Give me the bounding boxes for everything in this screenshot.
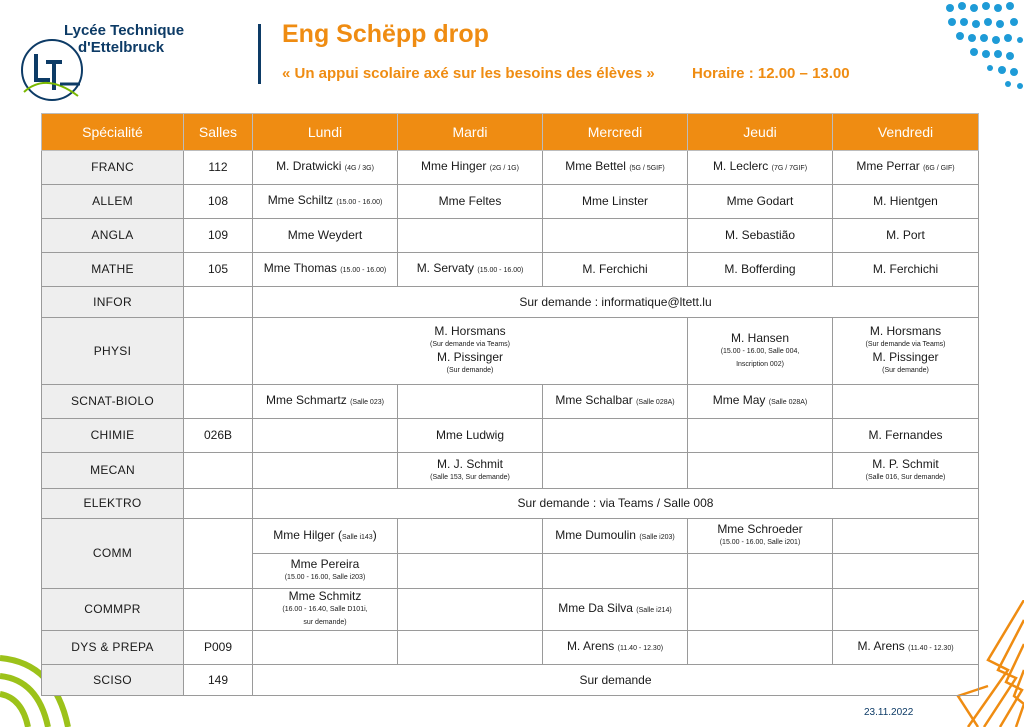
table-row [42,185,979,219]
page-title: Eng Schëpp drop [282,20,489,48]
teacher-name: Mme Schalbar [555,393,633,407]
note: (Salle 028A) [768,399,808,406]
lundi-cell: Mme Weydert [253,219,398,253]
schedule-table [41,113,979,696]
lundi-cell [253,554,398,589]
specialite-cell: SCNAT-BIOLO [42,385,184,419]
salle-cell: P009 [184,631,253,665]
lundi-cell [253,185,398,219]
specialite-cell: DYS & PREPA [42,631,184,665]
jeudi-cell [688,385,833,419]
col-header-vendredi: Vendredi [833,114,979,151]
lundi-cell [253,253,398,287]
lundi-cell [253,631,398,665]
note-close: ) [372,527,377,542]
table-row [42,253,979,287]
lundi-mercredi-cell [253,318,688,385]
mardi-cell [398,554,543,589]
salle-cell: 026B [184,419,253,453]
note: (15.00 - 16.00) [340,267,387,274]
mercredi-cell [543,385,688,419]
teacher-name: M. Horsmans [434,324,506,338]
specialite-cell: PHYSI [42,318,184,385]
note: (5G / 5GIF) [629,165,665,172]
specialite-cell: COMMPR [42,589,184,631]
jeudi-cell [688,151,833,185]
salle-cell: 105 [184,253,253,287]
specialite-cell: CHIMIE [42,419,184,453]
vendredi-cell: M. Hientgen [833,185,979,219]
col-header-jeudi: Jeudi [688,114,833,151]
jeudi-cell [688,419,833,453]
salle-cell [184,589,253,631]
col-header-specialite: Spécialité [42,114,184,151]
salle-cell: 149 [184,665,253,696]
specialite-cell: ALLEM [42,185,184,219]
table-row [42,219,979,253]
mardi-cell: Mme Ludwig [398,419,543,453]
table-row [42,665,979,696]
vendredi-cell [833,151,979,185]
teacher-name: Mme Pereira [290,557,360,571]
mercredi-cell [543,151,688,185]
vendredi-cell [833,589,979,631]
salle-cell [184,519,253,589]
school-name-line2: d'Ettelbruck [78,39,165,56]
vendredi-cell [833,318,979,385]
specialite-cell: FRANC [42,151,184,185]
table-row [42,489,979,519]
mercredi-cell [543,219,688,253]
teacher-name: M. Pissinger [872,350,939,364]
table-header-row [42,114,979,151]
vendredi-cell [833,385,979,419]
specialite-cell: COMM [42,519,184,589]
salle-cell: 112 [184,151,253,185]
lundi-cell [253,589,398,631]
note: (15.00 - 16.00, Salle 004, [720,347,800,355]
mardi-cell [398,253,543,287]
note: Salle i143 [341,533,373,541]
mardi-cell [398,453,543,489]
note: (15.00 - 16.00, Salle i203) [284,574,366,581]
jeudi-cell [688,631,833,665]
mardi-cell [398,589,543,631]
teacher-name: M. Servaty [416,261,475,275]
vendredi-cell: M. Ferchichi [833,253,979,287]
table-row [42,589,979,631]
mardi-cell: Mme Feltes [398,185,543,219]
teacher-name: Mme Hilger ( [273,527,342,542]
school-name [64,22,184,56]
teacher-name: M. P. Schmit [872,456,939,471]
teacher-name: Mme Perrar [856,159,920,173]
mardi-cell [398,219,543,253]
col-header-lundi: Lundi [253,114,398,151]
jeudi-cell: M. Sebastião [688,219,833,253]
lundi-cell [253,151,398,185]
table-row [42,151,979,185]
jeudi-cell [688,589,833,631]
lundi-cell [253,453,398,489]
note: (6G / GIF) [923,165,955,172]
mercredi-cell [543,453,688,489]
note: (Salle i214) [636,607,672,614]
note: (15.00 - 16.00) [477,267,524,274]
note: (Salle i203) [639,533,675,541]
specialite-cell: ANGLA [42,219,184,253]
note: (7G / 7GIF) [771,165,808,172]
vendredi-cell: M. Fernandes [833,419,979,453]
salle-cell [184,489,253,519]
mercredi-cell: M. Ferchichi [543,253,688,287]
note: (Sur demande) [882,367,929,374]
specialite-cell: INFOR [42,287,184,318]
teacher-name: Mme Schmartz [266,393,347,407]
jeudi-cell [688,519,833,554]
teacher-name: M. Arens [566,639,615,653]
note: (Sur demande via Teams) [429,341,511,348]
note: (Salle 016, Sur demande) [865,473,946,481]
salle-cell [184,287,253,318]
jeudi-cell: Mme Godart [688,185,833,219]
jeudi-cell [688,453,833,489]
table-row [42,385,979,419]
teacher-name: Mme Thomas [263,261,337,275]
mercredi-cell: Mme Linster [543,185,688,219]
specialite-cell: ELEKTRO [42,489,184,519]
school-logo [16,16,256,106]
teacher-name: M. Leclerc [712,159,769,173]
note: (15.00 - 16.00) [336,199,383,206]
mercredi-cell [543,589,688,631]
specialite-cell: MECAN [42,453,184,489]
teacher-name: Mme Schroeder [717,522,803,536]
mercredi-cell [543,554,688,589]
mardi-cell [398,385,543,419]
mardi-cell [398,631,543,665]
teacher-name: Mme Schiltz [267,193,334,207]
sur-demande-cell: Sur demande : via Teams / Salle 008 [253,489,979,519]
vendredi-cell: M. Port [833,219,979,253]
table-row [42,453,979,489]
salle-cell: 109 [184,219,253,253]
jeudi-cell: M. Bofferding [688,253,833,287]
vendredi-cell [833,453,979,489]
table-row [42,519,979,554]
vendredi-cell [833,519,979,554]
teacher-name: M. Arens [857,639,905,653]
jeudi-cell [688,318,833,385]
teacher-name: Mme Schmitz [288,589,362,603]
jeudi-cell [688,554,833,589]
col-header-mardi: Mardi [398,114,543,151]
sur-demande-cell: Sur demande : informatique@ltett.lu [253,287,979,318]
note: (16.00 - 16.40, Salle D101i, [282,606,368,613]
lundi-cell [253,385,398,419]
col-header-salles: Salles [184,114,253,151]
vendredi-cell [833,631,979,665]
table-row [42,419,979,453]
note: (Salle 023) [350,399,384,406]
note: (11.40 - 12.30) [908,645,954,652]
sur-demande-cell: Sur demande [253,665,979,696]
specialite-cell: MATHE [42,253,184,287]
teacher-name: M. Horsmans [869,324,942,338]
note: (Sur demande via Teams) [865,341,946,348]
header-divider [258,24,261,84]
col-header-mercredi: Mercredi [543,114,688,151]
note: (4G / 3G) [344,165,374,172]
school-name-line1: Lycée Technique [64,22,185,39]
note: (Salle 028A) [636,399,675,406]
salle-cell [184,318,253,385]
salle-cell: 108 [184,185,253,219]
blue-dots-decoration-icon [930,0,1024,95]
note: (Salle 153, Sur demande) [430,473,510,481]
teacher-name: M. Dratwicki [276,159,342,173]
note: Inscription 002) [736,360,784,368]
note: (2G / 1G) [489,165,519,172]
teacher-name: Mme Bettel [565,159,626,173]
mardi-cell [398,151,543,185]
salle-cell [184,453,253,489]
teacher-name: Mme May [712,393,766,407]
note: (11.40 - 12.30) [617,645,664,652]
salle-cell [184,385,253,419]
document-date: 23.11.2022 [864,707,914,718]
vendredi-cell [833,554,979,589]
mercredi-cell [543,519,688,554]
mardi-cell [398,519,543,554]
lundi-cell [253,419,398,453]
teacher-name: M. Pissinger [436,350,504,364]
lundi-cell [253,519,398,554]
teacher-name: Mme Dumoulin [555,527,636,542]
table-row [42,287,979,318]
teacher-name: M. Hansen [730,330,790,345]
schedule-hours: Horaire : 12.00 – 13.00 [692,65,850,82]
specialite-cell: SCISO [42,665,184,696]
mercredi-cell [543,419,688,453]
note: sur demande) [303,619,347,626]
table-row [42,631,979,665]
page-subtitle: « Un appui scolaire axé sur les besoins des élèves » [282,65,655,82]
mercredi-cell [543,631,688,665]
teacher-name: Mme Da Silva [558,601,633,615]
note: (15.00 - 16.00, Salle i201) [719,539,801,546]
table-row [42,318,979,385]
teacher-name: Mme Hinger [421,159,487,173]
teacher-name: M. J. Schmit [436,456,503,471]
note: (Sur demande) [446,367,494,374]
